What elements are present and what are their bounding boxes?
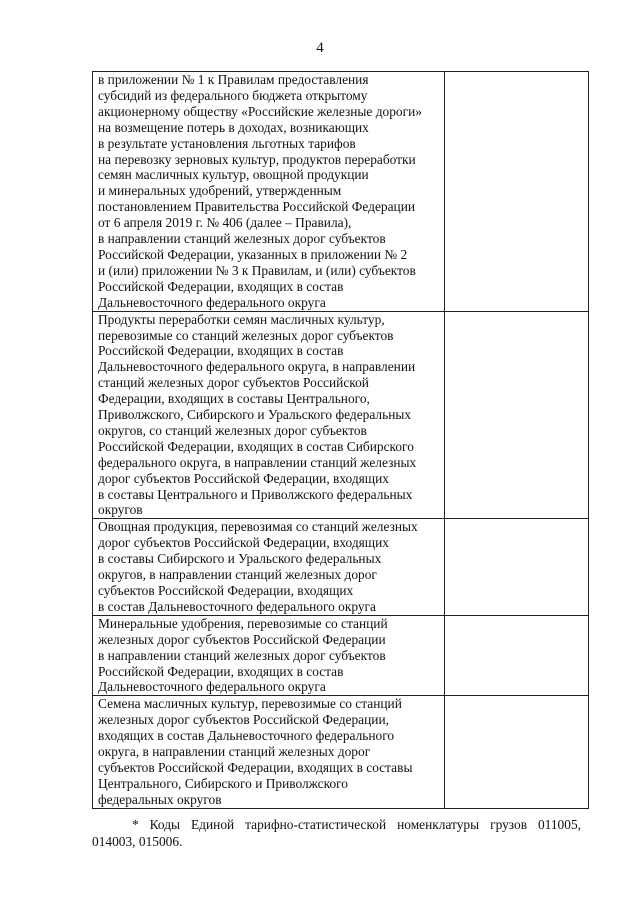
footnote-text: * Коды Единой тарифно-статистической номенклатуры грузов 011005, 014003, 015006. — [92, 817, 581, 849]
description-line: Российской Федерации, входящих в состав — [98, 278, 344, 294]
description-line: и (или) приложении № 3 к Правилам, и (или) субъектов — [98, 262, 416, 278]
description-line: в направлении станций железных дорог субъектов — [98, 231, 386, 247]
footnote — [92, 817, 581, 850]
description-line: Овощная продукция, перевозимая со станций железных — [98, 519, 418, 535]
description-line: станций железных дорог субъектов Российской — [98, 375, 369, 391]
cargo-table — [92, 71, 589, 809]
description-line: от 6 апреля 2019 г. № 406 (далее – Правила), — [98, 215, 352, 231]
description-line: Федерации, входящих в составы Центрального, — [98, 391, 370, 407]
description-line: Российской Федерации, входящих в состав — [98, 343, 344, 359]
table-row — [93, 311, 589, 519]
description-line: семян масличных культур, овощной продукции — [98, 167, 369, 183]
description-line: перевозимые со станций железных дорог субъектов — [98, 327, 394, 343]
description-line: Продукты переработки семян масличных культур, — [98, 311, 385, 327]
cargo-table-body — [93, 72, 589, 809]
description-line: федерального округа, в направлении станций железных — [98, 454, 417, 470]
description-line: и минеральных удобрений, утвержденным — [98, 183, 342, 199]
description-line: федеральных округов — [98, 791, 222, 807]
cargo-description-cell — [93, 311, 445, 519]
description-line: округов — [98, 502, 143, 518]
table-row — [93, 696, 589, 808]
description-line: Приволжского, Сибирского и Уральского федеральных — [98, 407, 412, 423]
table-row — [93, 72, 589, 312]
description-line: дорог субъектов Российской Федерации, входящих — [98, 535, 389, 551]
cargo-code-cell — [445, 615, 589, 696]
description-line: субсидий из федерального бюджета открытому — [98, 87, 368, 103]
cargo-code-cell — [445, 311, 589, 519]
table-row — [93, 615, 589, 696]
cargo-description-cell — [93, 519, 445, 615]
description-line: округа, в направлении станций железных дорог — [98, 744, 371, 760]
description-line: входящих в состав Дальневосточного федерального — [98, 728, 395, 744]
description-line: субъектов Российской Федерации, входящих в составы — [98, 759, 413, 775]
description-line: Минеральные удобрения, перевозимые со станций — [98, 615, 388, 631]
description-line: в приложении № 1 к Правилам предоставления — [98, 72, 369, 87]
description-line: в направлении станций железных дорог субъектов — [98, 647, 386, 663]
description-line: акционерному обществу «Российские железные дороги» — [98, 103, 422, 119]
description-line: в результате установления льготных тарифов — [98, 135, 356, 151]
description-line: в состав Дальневосточного федерального округа — [98, 598, 376, 614]
cargo-code-cell — [445, 519, 589, 615]
cargo-code-cell — [445, 696, 589, 808]
description-line: Дальневосточного федерального округа — [98, 679, 326, 695]
description-line: Центрального, Сибирского и Приволжского — [98, 775, 348, 791]
page-number: 4 — [316, 40, 324, 56]
cargo-description-cell — [93, 72, 445, 312]
description-line: постановлением Правительства Российской Федерации — [98, 199, 416, 215]
description-line: железных дорог субъектов Российской Федерации, — [98, 712, 389, 728]
description-line: Российской Федерации, входящих в состав — [98, 663, 344, 679]
cargo-description-cell — [93, 615, 445, 696]
description-line: на возмещение потерь в доходах, возникающих — [98, 119, 369, 135]
description-line: в составы Сибирского и Уральского федеральных — [98, 551, 382, 567]
description-line: субъектов Российской Федерации, входящих — [98, 583, 354, 598]
description-line: дорог субъектов Российской Федерации, входящих — [98, 470, 389, 486]
table-row — [93, 519, 589, 615]
cargo-description-cell — [93, 696, 445, 808]
description-line: железных дорог субъектов Российской Федерации — [98, 631, 386, 647]
description-line: Российской Федерации, входящих в состав Сибирского — [98, 438, 414, 454]
description-line: Российской Федерации, указанных в приложении № 2 — [98, 246, 408, 262]
description-line: округов, в направлении станций железных дорог — [98, 567, 377, 583]
description-line: на перевозку зерновых культур, продуктов переработки — [98, 151, 416, 167]
description-line: Семена масличных культур, перевозимые со станций — [98, 696, 402, 712]
description-line: округов, со станций железных дорог субъектов — [98, 422, 367, 438]
description-line: Дальневосточного федерального округа, в направлении — [98, 359, 416, 375]
description-line: в составы Центрального и Приволжского федеральных — [98, 486, 413, 502]
cargo-code-cell — [445, 72, 589, 312]
description-line: Дальневосточного федерального округа — [98, 294, 326, 310]
